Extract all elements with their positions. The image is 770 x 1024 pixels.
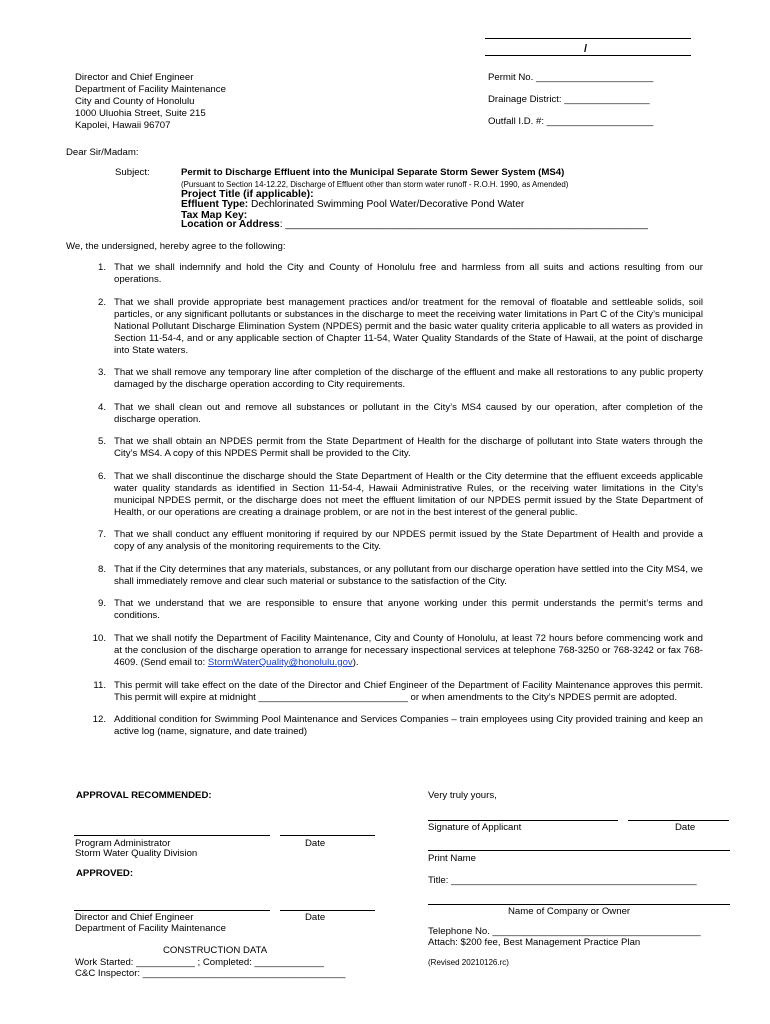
- applicant-date: Date: [675, 822, 696, 833]
- greeting: Dear Sir/Madam:: [66, 147, 139, 158]
- list-item: [91, 714, 703, 738]
- very-truly: Very truly yours,: [428, 790, 497, 801]
- item-number: 5.: [97, 436, 106, 448]
- item-number: 10.: [92, 632, 106, 644]
- address-line-1: Director and Chief Engineer: [75, 72, 194, 83]
- company-line: [428, 904, 730, 905]
- item-text-after: ).: [352, 656, 359, 668]
- item-text: That we shall clean out and remove all substances or pollutant in the City’s MS4 caused by our operation, after completion of the discharge operation.: [114, 401, 703, 425]
- print-name-line: [428, 850, 730, 851]
- applicant-date-line: [628, 820, 729, 821]
- list-item: [91, 367, 703, 391]
- conditions-list: [91, 262, 703, 749]
- item-text: This permit will take effect on the date of the Director and Chief Engineer of the Department of Facility Maintenance approves this permit. This permit will expire at midnight ____________________________ or when amendments to the City’s NPDES permit are adopted.: [114, 679, 703, 703]
- program-admin: Program Administrator: [75, 838, 171, 849]
- telephone-field: Telephone No. _______________________________________: [428, 926, 701, 937]
- email-link[interactable]: StormWaterQuality@honolulu.gov: [207, 656, 353, 668]
- date2-label: Date: [305, 912, 326, 923]
- item-number: 2.: [97, 296, 106, 308]
- date1-label: Date: [305, 838, 326, 849]
- revised-note: (Revised 20210126.rc): [428, 958, 509, 967]
- item-text: That we shall provide appropriate best management practices and/or treatment for the removal of floatable and settleable solids, soil particles, or any significant pollutants or substances in the discharge to meet the receiving water limitations in Part C of the City’s municipal National Pollutant Discharge Elimination System (NPDES) permit and the basic water quality criteria applicable to all waters as provided in Section 11-54-4, and or any applicable section of Chapter 11-54, Water Quality Standards of the State of Hawaii, at the point of discharge into State waters.: [114, 296, 703, 356]
- director-label: Director and Chief Engineer: [75, 912, 194, 923]
- list-item: [91, 633, 703, 669]
- effluent-type-label: Effluent Type:: [181, 199, 249, 210]
- list-item: [91, 262, 703, 286]
- address-line-5: Kapolei, Hawaii 96707: [75, 120, 171, 131]
- attach-text: Attach: $200 fee, Best Management Practice Plan: [428, 937, 641, 948]
- applicant-signature-line: [428, 820, 618, 821]
- construction-data-heading: CONSTRUCTION DATA: [163, 945, 268, 956]
- item-text: That we shall obtain an NPDES permit from the State Department of Health for the discharge of pollutant into State waters through the City’s MS4. A copy of this NPDES Permit shall be provided to the City.: [114, 436, 703, 460]
- item-number: 6.: [97, 470, 106, 482]
- list-item: [91, 529, 703, 553]
- title-field: Title: ______________________________________________: [428, 875, 697, 886]
- date2-line: [280, 910, 375, 911]
- date-line-top: [485, 38, 691, 39]
- item-text: That we shall discontinue the discharge should the State Department of Health or the City determine that the effluent exceeds applicable water quality standards as identified in Section 11-54-4, Hawaii Administrative Rules, or the receiving water limitations in the City’s municipal NPDES permit, or the discharge does not meet the effluent limitation of our NPDES permit issued by the State Department of Health, or our operations are creating a drainage problem, or are not in the best interest of the general public.: [114, 470, 703, 518]
- list-item: [91, 598, 703, 622]
- item-number: 8.: [97, 563, 106, 575]
- work-started: Work Started: ___________ ; Completed: _____________: [75, 957, 324, 968]
- drainage-district: Drainage District: ________________: [488, 94, 650, 105]
- list-item: [91, 402, 703, 426]
- item-number: 11.: [93, 679, 106, 691]
- approval-recommended: APPROVAL RECOMMENDED:: [76, 790, 212, 801]
- inspector: C&C Inspector: ______________________________________: [75, 968, 346, 979]
- item-number: 3.: [97, 367, 106, 379]
- location-blank: : ________________________________________________________________: [279, 219, 648, 230]
- subject-label: Subject:: [115, 167, 150, 178]
- dfm-label: Department of Facility Maintenance: [75, 923, 226, 934]
- company-label: Name of Company or Owner: [508, 906, 631, 917]
- program-admin-signature-line: [74, 835, 270, 836]
- signature-applicant: Signature of Applicant: [428, 822, 522, 833]
- item-number: 7.: [97, 529, 106, 541]
- item-text: That we understand that we are responsible to ensure that anyone working under this permit understands the permit’s terms and conditions.: [114, 598, 703, 622]
- tax-map-key: Tax Map Key:: [181, 210, 248, 221]
- date-line-bottom: [485, 55, 691, 56]
- project-title: Project Title (if applicable):: [181, 189, 314, 200]
- permit-no: Permit No. ______________________: [488, 72, 654, 83]
- item-text: That we shall remove any temporary line after completion of the discharge of the effluent and make all restorations to any public property damaged by the discharge operation according to City requirements.: [114, 367, 703, 391]
- location-label: Location or Address: [181, 219, 280, 230]
- address-line-4: 1000 Uluohia Street, Suite 215: [75, 108, 206, 119]
- date-separator: /: [584, 43, 588, 55]
- print-name: Print Name: [428, 853, 476, 864]
- approved-label: APPROVED:: [76, 868, 134, 879]
- address-block: [75, 72, 226, 132]
- item-text-body: That we shall notify the Department of Facility Maintenance, City and County of Honolulu, at least 72 hours before commencing work and at the conclusion of the discharge operation to arrange for necessary inspectional services at telephone 768-3250 or 768-3242 or fax 768-4609. (Send email to:: [114, 632, 703, 668]
- item-text: That we shall indemnify and hold the City and County of Honolulu free and harmless from all suits and actions resulting from our operations.: [114, 262, 703, 285]
- item-number: 1.: [97, 262, 106, 273]
- outfall-id: Outfall I.D. #: ____________________: [488, 116, 654, 127]
- list-item: [91, 680, 703, 704]
- location-address: [181, 219, 648, 232]
- item-text: Additional condition for Swimming Pool Maintenance and Services Companies – train employees using City provided training and keep an active log (name, signature, and date trained): [114, 714, 703, 738]
- storm-water-division: Storm Water Quality Division: [75, 848, 198, 859]
- date1-line: [280, 835, 375, 836]
- list-item: [91, 471, 703, 519]
- item-number: 4.: [97, 401, 106, 413]
- item-text: That we shall conduct any effluent monitoring if required by our NPDES permit issued by the State Department of Health and provide a copy of any analysis of the monitoring requirements to the City.: [114, 529, 703, 553]
- subject-subtitle: (Pursuant to Section 14-12.22, Discharge of Effluent other than storm water runoff - R.O.H. 1990, as Amended): [181, 180, 569, 189]
- intro-text: We, the undersigned, hereby agree to the following:: [66, 241, 286, 252]
- item-number: 12.: [92, 714, 106, 726]
- item-text: That if the City determines that any materials, substances, or any pollutant from our discharge operation have settled into the City MS4, we shall immediately remove and clear such material or substance to the satisfaction of the City.: [114, 563, 703, 587]
- item-text: [114, 633, 703, 669]
- list-item: [91, 564, 703, 588]
- subject-title: Permit to Discharge Effluent into the Municipal Separate Storm Sewer System (MS4): [181, 167, 565, 178]
- director-signature-line: [74, 910, 270, 911]
- address-line-2: Department of Facility Maintenance: [75, 84, 226, 95]
- list-item: [91, 297, 703, 357]
- effluent-type-value: Dechlorinated Swimming Pool Water/Decorative Pond Water: [248, 199, 525, 210]
- item-number: 9.: [97, 598, 106, 610]
- address-line-3: City and County of Honolulu: [75, 96, 195, 107]
- list-item: [91, 436, 703, 460]
